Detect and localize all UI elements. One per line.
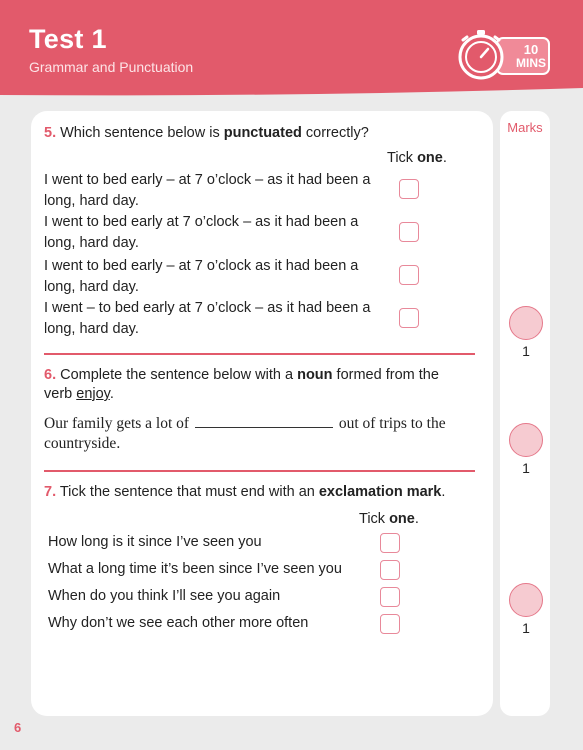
page-number: 6 xyxy=(14,720,22,735)
sentence-end: out of trips to the xyxy=(338,415,446,432)
question-5-checkbox[interactable] xyxy=(399,265,419,285)
option-line: I went to bed early – at 7 o’clock as it had been a xyxy=(44,258,359,274)
question-7-option: When do you think I’ll see you again xyxy=(48,588,281,604)
tick-one: one xyxy=(389,511,415,527)
question-7-keyword: exclamation mark xyxy=(318,484,442,500)
option-line: long, hard day. xyxy=(44,321,139,337)
question-7-checkbox[interactable] xyxy=(380,533,400,553)
question-6-text: Complete the sentence below with a xyxy=(56,367,298,383)
answer-blank[interactable] xyxy=(195,427,333,428)
question-6-sentence xyxy=(44,414,446,454)
mark-value-q6: 1 xyxy=(522,460,530,476)
mark-value-q7: 1 xyxy=(522,620,530,636)
tick-prefix: Tick xyxy=(387,150,418,166)
test-subtitle: Grammar and Punctuation xyxy=(29,59,194,75)
question-7-prompt xyxy=(44,483,445,502)
question-5-tick-instruction xyxy=(387,150,447,166)
mark-circle-q6[interactable] xyxy=(509,423,543,457)
tick-suffix: . xyxy=(414,511,419,527)
question-5-checkbox[interactable] xyxy=(399,222,419,242)
question-5-option xyxy=(44,298,370,340)
question-6-line2-end: . xyxy=(109,386,114,402)
question-5-option xyxy=(44,170,370,212)
question-7-checkbox[interactable] xyxy=(380,587,400,607)
section-divider xyxy=(44,470,475,472)
sentence-start: Our family gets a lot of xyxy=(44,415,190,432)
question-5-text-end: correctly? xyxy=(301,125,369,141)
marks-heading: Marks xyxy=(507,120,543,135)
question-6-prompt xyxy=(44,366,439,404)
question-7-option: How long is it since I’ve seen you xyxy=(48,534,262,550)
question-7-number: 7. xyxy=(44,484,57,500)
option-line: I went to bed early – at 7 o’clock – as it had been a xyxy=(44,172,371,188)
mark-value-q5: 1 xyxy=(522,343,530,359)
question-7-checkbox[interactable] xyxy=(380,614,400,634)
timer-unit: MINS xyxy=(516,56,546,70)
tick-prefix: Tick xyxy=(359,511,390,527)
question-7-option: Why don’t we see each other more often xyxy=(48,615,309,631)
question-6-number: 6. xyxy=(44,367,57,383)
question-6-line2: verb xyxy=(44,386,77,402)
question-5-option xyxy=(44,212,358,254)
timer-minutes: 10 xyxy=(523,42,539,57)
test-title: Test 1 xyxy=(29,24,107,54)
option-line: I went – to bed early at 7 o’clock – as it had been a xyxy=(44,300,371,316)
option-line: long, hard day. xyxy=(44,235,139,251)
section-divider xyxy=(44,353,475,355)
question-5-text: Which sentence below is xyxy=(56,125,224,141)
option-line: I went to bed early at 7 o’clock – as it had been a xyxy=(44,214,359,230)
question-7-text: Tick the sentence that must end with an xyxy=(56,484,319,500)
question-7-tick-instruction xyxy=(359,511,419,527)
tick-suffix: . xyxy=(442,150,447,166)
question-5-keyword: punctuated xyxy=(223,125,302,141)
question-5-prompt xyxy=(44,124,369,143)
question-5-option xyxy=(44,256,358,298)
mark-circle-q5[interactable] xyxy=(509,306,543,340)
sentence-line2: countryside. xyxy=(44,435,121,452)
mark-circle-q7[interactable] xyxy=(509,583,543,617)
option-line: long, hard day. xyxy=(44,279,139,295)
question-7-option: What a long time it’s been since I’ve seen you xyxy=(48,561,342,577)
question-7-text-end: . xyxy=(441,484,446,500)
question-6-text-end: formed from the xyxy=(332,367,439,383)
question-6-verb: enjoy xyxy=(76,386,110,402)
question-6-keyword: noun xyxy=(297,367,333,383)
question-5-checkbox[interactable] xyxy=(399,179,419,199)
option-line: long, hard day. xyxy=(44,193,139,209)
question-7-checkbox[interactable] xyxy=(380,560,400,580)
tick-one: one xyxy=(417,150,443,166)
question-5-number: 5. xyxy=(44,125,57,141)
question-5-checkbox[interactable] xyxy=(399,308,419,328)
timer-badge xyxy=(457,28,557,84)
